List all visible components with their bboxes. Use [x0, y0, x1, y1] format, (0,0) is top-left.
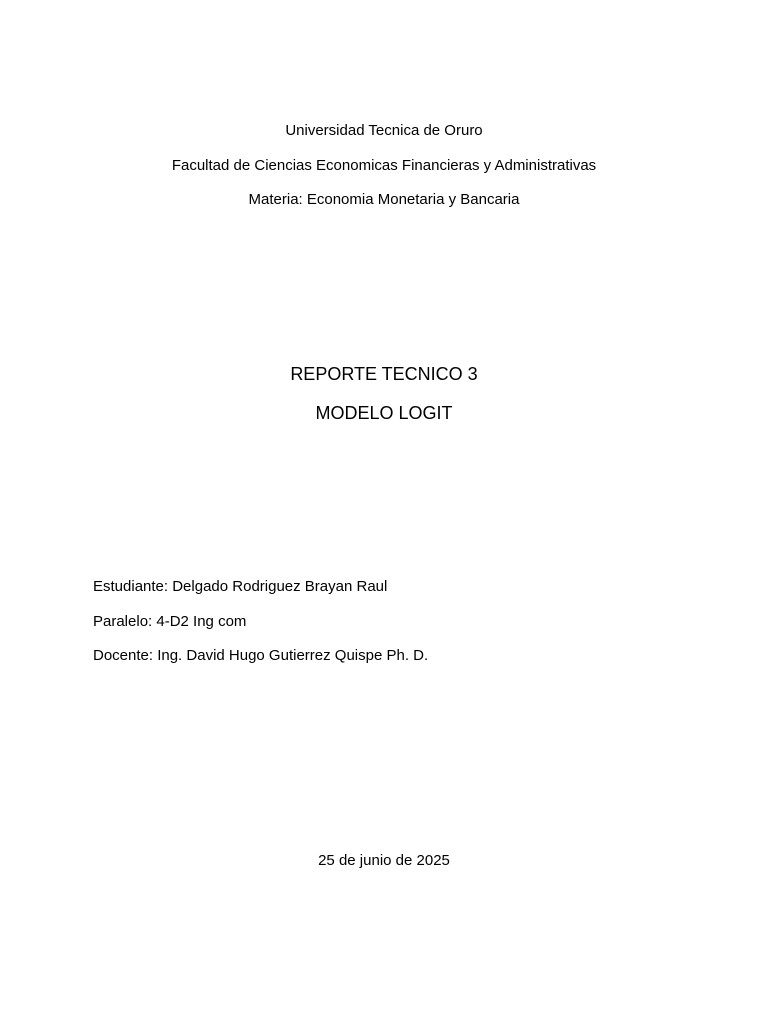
model-title: MODELO LOGIT [315, 403, 453, 423]
student-line: Estudiante: Delgado Rodriguez Brayan Raul [93, 578, 388, 595]
subject-line: Materia: Economia Monetaria y Bancaria [248, 191, 520, 208]
university-name: Universidad Tecnica de Oruro [285, 122, 483, 139]
faculty-name: Facultad de Ciencias Economicas Financieras y Administrativas [171, 157, 597, 174]
section-line: Paralelo: 4-D2 Ing com [93, 613, 247, 630]
teacher-line: Docente: Ing. David Hugo Gutierrez Quispe Ph. D. [93, 647, 429, 664]
report-title: REPORTE TECNICO 3 [290, 364, 478, 384]
report-date: 25 de junio de 2025 [318, 852, 450, 869]
